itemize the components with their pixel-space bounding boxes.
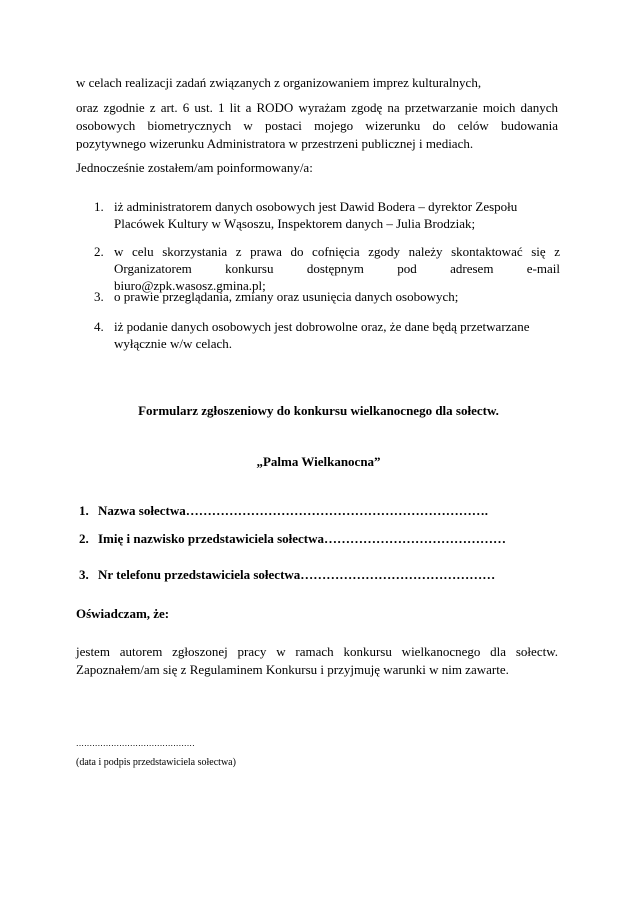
list-number: 2. <box>94 244 104 259</box>
list-number: 3. <box>94 289 104 304</box>
declaration-heading: Oświadczam, że: <box>76 606 170 621</box>
info-list-item <box>94 288 560 305</box>
intro-line: w celach realizacji zadań związanych z organizowaniem imprez kulturalnych, <box>76 75 482 90</box>
field-label: Nr telefonu przedstawiciela sołectwa……………………………………… <box>98 567 496 582</box>
info-list-item <box>94 198 560 232</box>
field-number: 2. <box>79 531 89 546</box>
list-text: iż administratorem danych osobowych jest Dawid Bodera – dyrektor Zespołu Placówek Kultury w Wąsoszu, Inspektorem danych – Julia Brodziak; <box>114 199 518 231</box>
field-number: 1. <box>79 503 89 518</box>
info-list-item <box>94 243 560 294</box>
field-label: Nazwa sołectwa……………………………………………………………. <box>98 503 488 518</box>
list-text: w celu skorzystania z prawa do cofnięcia zgody należy skontaktować się z Organizatorem konkursu dostępnym pod adresem e-mail biuro@zpk.wasosz.gmina.pl; <box>114 244 560 293</box>
list-text: o prawie przeglądania, zmiany oraz usunięcia danych osobowych; <box>114 289 459 304</box>
consent-paragraph: oraz zgodnie z art. 6 ust. 1 lit a RODO wyrażam zgodę na przetwarzanie moich danych osobowych biometrycznych w postaci mojego wizerunku do celów budowania pozytywnego wizerunku Administratora w przestrzeni publicznej i mediach. <box>76 100 558 151</box>
signature-line: ............................................ <box>76 738 195 748</box>
info-list-item <box>94 318 560 352</box>
list-number: 4. <box>94 319 104 334</box>
form-field-phone[interactable] <box>79 567 495 583</box>
list-number: 1. <box>94 199 104 214</box>
informed-line: Jednocześnie zostałem/am poinformowany/a: <box>76 160 313 175</box>
form-field-village-name[interactable] <box>79 503 488 519</box>
signature-caption: (data i podpis przedstawiciela sołectwa) <box>76 757 236 768</box>
list-text: iż podanie danych osobowych jest dobrowolne oraz, że dane będą przetwarzane wyłącznie w/w celach. <box>114 319 530 351</box>
field-label: Imię i nazwisko przedstawiciela sołectwa…………………………………… <box>98 531 507 546</box>
form-title: Formularz zgłoszeniowy do konkursu wielkanocnego dla sołectw. <box>138 403 499 418</box>
field-number: 3. <box>79 567 89 582</box>
form-subtitle: „Palma Wielkanocna” <box>256 454 381 469</box>
form-field-representative-name[interactable] <box>79 531 506 547</box>
declaration-text: jestem autorem zgłoszonej pracy w ramach konkursu wielkanocnego dla sołectw. Zapoznałem/am się z Regulaminem Konkursu i przyjmuję warunki w nim zawarte. <box>76 644 558 677</box>
